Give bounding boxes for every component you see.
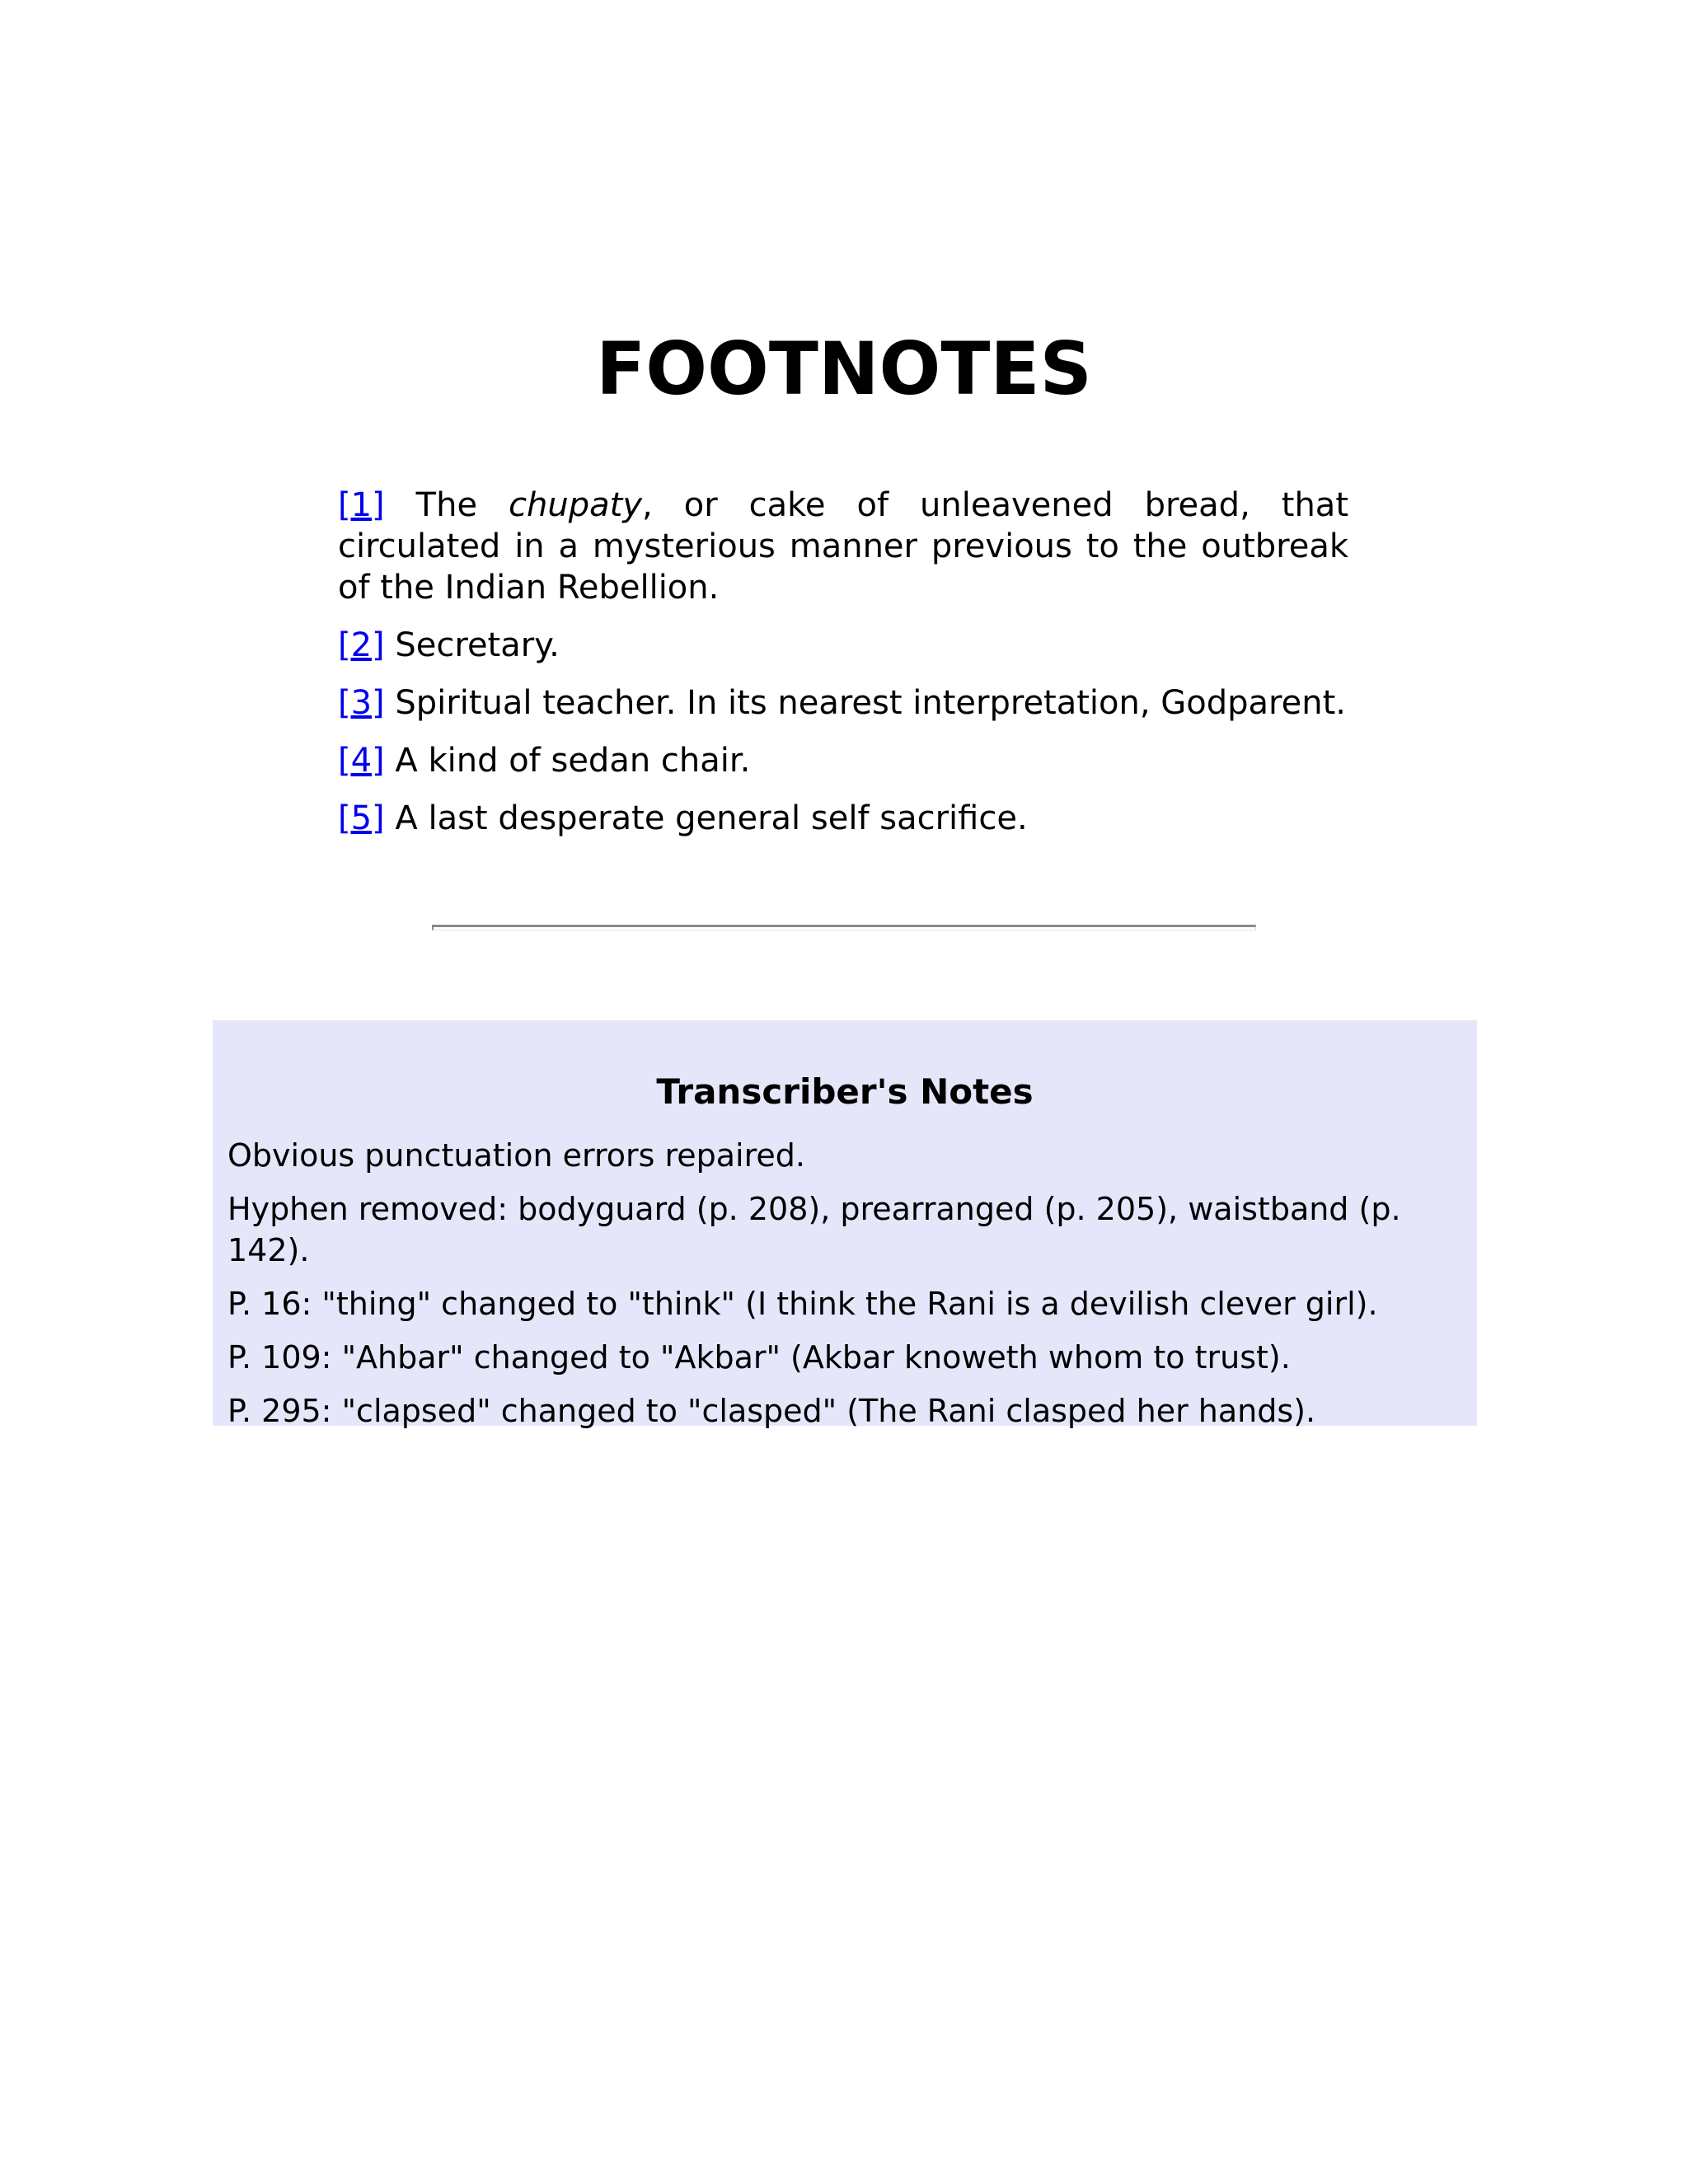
footnote-2-text: Secretary. (395, 626, 560, 664)
transcribers-note-line: Hyphen removed: bodyguard (p. 208), prearranged (p. 205), waistband (p. 142). (227, 1190, 1401, 1268)
page-title: FOOTNOTES (596, 326, 1092, 411)
footnote-1-link[interactable]: [1] (338, 486, 385, 524)
footnote-2 (338, 625, 1348, 666)
transcribers-notes-title: Transcriber's Notes (656, 1071, 1034, 1112)
footnote-1-text: The chupaty, or cake of unleavened bread, that circulated in a mysterious manner previous to the outbreak of the Indian Rebellion. (338, 486, 1349, 607)
footnote-3 (338, 682, 1348, 724)
footnote-3-text: Spiritual teacher. In its nearest interpretation, Godparent. (395, 684, 1346, 722)
transcribers-note-line: P. 109: "Ahbar" changed to "Akbar" (Akbar knoweth whom to trust). (227, 1338, 1291, 1376)
footnote-4 (338, 740, 1348, 781)
footnote-1 (338, 485, 1348, 608)
footnote-3-link[interactable]: [3] (338, 684, 385, 722)
footnote-5-link[interactable]: [5] (338, 799, 385, 837)
transcribers-note-line: Obvious punctuation errors repaired. (227, 1137, 805, 1174)
footnote-5 (338, 798, 1348, 839)
footnote-5-text: A last desperate general self sacrifice. (395, 799, 1028, 837)
footnote-4-text: A kind of sedan chair. (395, 742, 751, 780)
transcribers-notes-box (213, 1020, 1477, 1429)
footnote-2-link[interactable]: [2] (338, 626, 385, 664)
transcribers-note-line: P. 295: "clapsed" changed to "clasped" (The Rani clasped her hands). (227, 1392, 1316, 1429)
footnotes-list (338, 485, 1348, 855)
horizontal-rule (432, 925, 1256, 930)
footnote-1-italic-term: chupaty (509, 486, 643, 524)
footnote-4-link[interactable]: [4] (338, 742, 385, 780)
transcribers-note-line: P. 16: "thing" changed to "think" (I think the Rani is a devilish clever girl). (227, 1285, 1378, 1322)
